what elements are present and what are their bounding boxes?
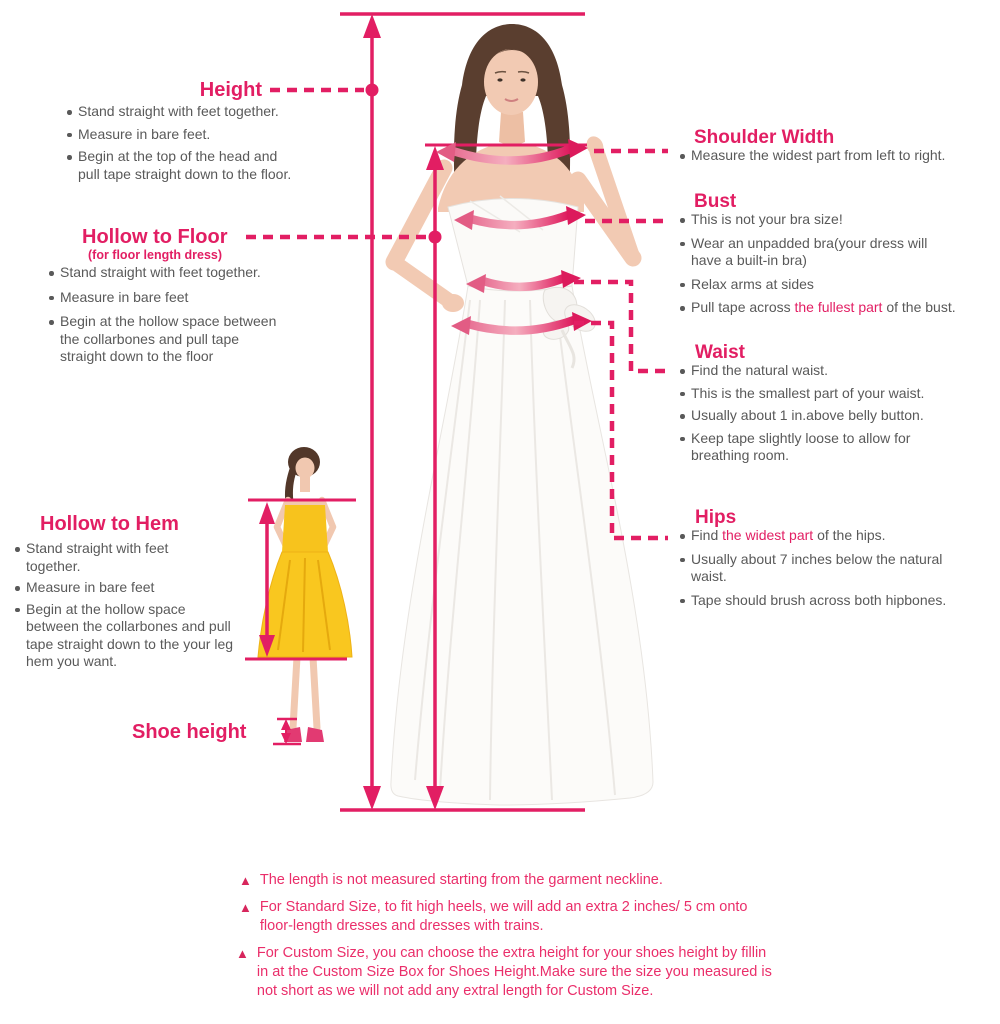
bullet-line: hem you want. [26, 653, 118, 669]
main-model-illustration [391, 24, 653, 805]
bullet-line: between the collarbones and pull [26, 618, 231, 634]
waist-bullets [677, 362, 997, 470]
bullet-text: of the hips. [813, 527, 886, 543]
bullet-item [12, 540, 282, 575]
bullet-item [677, 551, 997, 586]
hollow-to-floor-bullets [46, 264, 336, 373]
bullet-line: Measure the widest part from left to right. [691, 147, 946, 163]
bullet-item [64, 103, 344, 121]
height-title: Height [199, 79, 262, 101]
waist-title: Waist [695, 342, 745, 363]
warning-triangle-icon: ▲ [236, 946, 249, 961]
bullet-line: tape straight down to the your leg [26, 635, 234, 652]
bullet-highlight: the widest part [722, 527, 814, 543]
bullet-line: Find the natural waist. [691, 362, 828, 378]
bullet-item [46, 313, 336, 366]
bullet-line: Begin at the hollow space [26, 600, 186, 617]
bullet-line: straight down to the floor [60, 348, 214, 364]
hollow-to-floor-subtitle: (for floor length dress) [88, 248, 223, 262]
bullet-item [677, 276, 997, 294]
bullet-item [677, 235, 997, 270]
note-item [236, 944, 772, 1001]
bullet-item [677, 147, 997, 165]
bullet-line: Begin at the hollow space between [60, 313, 277, 329]
note-line: For Custom Size, you can choose the extra height for your shoes height by fillin [256, 945, 767, 961]
bullet-item [677, 362, 997, 380]
bullet-line: Usually about 7 inches below the natural [691, 550, 943, 567]
note-item [239, 898, 748, 936]
note-item [239, 871, 663, 890]
bullet-item [12, 601, 282, 671]
bullet-item [677, 592, 997, 610]
height-bullets [64, 103, 344, 188]
hips-title: Hips [695, 507, 737, 528]
bust-title: Bust [694, 191, 737, 212]
bullet-text: Find [691, 527, 723, 543]
bullet-item [12, 579, 282, 597]
bullet-item [677, 299, 997, 317]
bullet-line: Measure in bare feet [26, 579, 155, 595]
bullet-item [46, 264, 336, 282]
note-text [260, 871, 663, 890]
note-line: The length is not measured starting from the garment neckline. [259, 872, 663, 888]
note-line: For Standard Size, to fit high heels, we will add an extra 2 inches/ 5 cm onto [259, 899, 748, 915]
bullet-line: Stand straight with feet together. [60, 264, 261, 280]
warning-triangle-icon: ▲ [239, 873, 252, 888]
bullet-line: have a built-in bra) [691, 252, 807, 268]
bust-bullets [677, 211, 997, 323]
note-line: floor-length dresses and dresses with trains. [259, 918, 544, 934]
bullet-line: Begin at the top of the head and [78, 148, 278, 164]
bullet-text: of the bust. [882, 299, 956, 315]
bullet-line: waist. [691, 568, 727, 584]
hollow-to-hem-title: Hollow to Hem [40, 513, 179, 535]
shoulder-width-bullets [677, 147, 997, 170]
bullet-line: the collarbones and pull tape [60, 330, 240, 347]
bullet-highlight: the fullest part [794, 299, 883, 315]
note-line: not short as we will not add any extral length for Custom Size. [256, 983, 654, 999]
note-text [260, 898, 748, 936]
bullet-text: Pull tape across [691, 299, 795, 315]
hips-bullets [677, 527, 997, 615]
bullet-line: breathing room. [691, 447, 790, 463]
bullet-line: Stand straight with feet together. [78, 103, 279, 119]
bullet-line: Stand straight with feet [26, 540, 169, 556]
bullet-line: Measure in bare feet [60, 288, 189, 305]
bullet-line: together. [26, 557, 81, 574]
bullet-line: Measure in bare feet. [78, 125, 211, 142]
bullet-line: This is the smallest part of your waist. [691, 384, 925, 401]
bullet-line: Tape should brush across both hipbones. [691, 591, 947, 608]
note-text [257, 944, 772, 1001]
shoe-height-label: Shoe height [132, 721, 247, 743]
note-line: in at the Custom Size Box for Shoes Height.Make sure the size you measured is [256, 964, 772, 980]
bullet-item [677, 430, 997, 465]
bullet-item [677, 527, 997, 545]
hollow-to-hem-bullets [12, 540, 282, 675]
bullet-line: Relax arms at sides [691, 275, 814, 292]
warning-triangle-icon: ▲ [239, 900, 252, 915]
bullet-line: Keep tape slightly loose to allow for [691, 429, 911, 446]
shoulder-width-title: Shoulder Width [694, 127, 835, 148]
bullet-item [677, 407, 997, 425]
bullet-line: Usually about 1 in.above belly button. [691, 407, 924, 423]
bullet-item [64, 126, 344, 144]
bullet-item [677, 211, 997, 229]
bullet-line: pull tape straight down to the floor. [78, 165, 292, 182]
bullet-line: Wear an unpadded bra(your dress will [691, 234, 928, 251]
bullet-item [46, 289, 336, 307]
hollow-to-floor-title: Hollow to Floor [82, 226, 228, 248]
bullet-item [677, 385, 997, 403]
bullet-line: This is not your bra size! [691, 211, 843, 227]
bullet-item [64, 148, 344, 183]
